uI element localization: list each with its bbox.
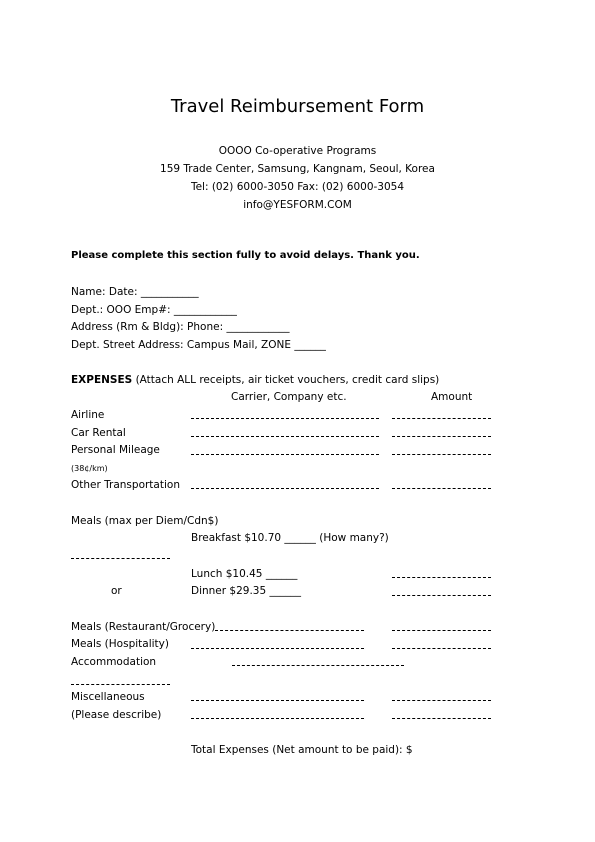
- miscellaneous-label: Miscellaneous: [71, 691, 145, 703]
- meals-heading: Meals (max per Diem/Cdn$): [71, 515, 219, 527]
- please-describe-label: (Please describe): [71, 709, 162, 721]
- miscellaneous-carrier-field[interactable]: [191, 700, 364, 701]
- meals-restaurant-label: Meals (Restaurant/Grocery): [71, 621, 216, 633]
- name-date-field[interactable]: Name: Date: ___________: [71, 286, 199, 298]
- miscellaneous-amount-field[interactable]: [392, 700, 491, 701]
- personal-mileage-label: Personal Mileage: [71, 444, 160, 456]
- total-expenses-label: Total Expenses (Net amount to be paid): $: [191, 744, 413, 756]
- dept-street-field[interactable]: Dept. Street Address: Campus Mail, ZONE ______: [71, 339, 326, 351]
- other-transport-label: Other Transportation: [71, 479, 180, 491]
- form-title: Travel Reimbursement Form: [170, 96, 425, 117]
- org-name: OOOO Co-operative Programs: [218, 145, 377, 157]
- breakfast-field[interactable]: Breakfast $10.70 ______ (How many?): [191, 532, 389, 544]
- mileage-rate-label: (38¢/km): [71, 464, 108, 473]
- org-email: info@YESFORM.COM: [243, 199, 352, 211]
- accommodation-label: Accommodation: [71, 656, 157, 668]
- meals-restaurant-carrier-field[interactable]: [215, 630, 364, 631]
- car-rental-carrier-field[interactable]: [191, 436, 379, 437]
- column-carrier: Carrier, Company etc.: [231, 391, 347, 403]
- org-address: 159 Trade Center, Samsung, Kangnam, Seoul, Korea: [160, 163, 435, 175]
- other-transport-carrier-field[interactable]: [191, 488, 379, 489]
- accommodation-amount-field[interactable]: [71, 684, 170, 685]
- meals-hospitality-carrier-field[interactable]: [191, 648, 364, 649]
- airline-amount-field[interactable]: [392, 418, 491, 419]
- address-phone-field[interactable]: Address (Rm & Bldg): Phone: ____________: [71, 321, 290, 333]
- dinner-field[interactable]: Dinner $29.35 ______: [191, 585, 302, 597]
- accommodation-carrier-field[interactable]: [232, 665, 404, 666]
- car-rental-amount-field[interactable]: [392, 436, 491, 437]
- other-transport-amount-field[interactable]: [392, 488, 491, 489]
- breakfast-amount-field[interactable]: [71, 558, 170, 559]
- meals-hospitality-label: Meals (Hospitality): [71, 638, 169, 650]
- org-phone-fax: Tel: (02) 6000-3050 Fax: (02) 6000-3054: [190, 181, 405, 193]
- lunch-field[interactable]: Lunch $10.45 ______: [191, 568, 298, 580]
- describe-carrier-field[interactable]: [191, 718, 364, 719]
- meals-restaurant-amount-field[interactable]: [392, 630, 491, 631]
- personal-mileage-amount-field[interactable]: [392, 454, 491, 455]
- expenses-heading: EXPENSES: [71, 374, 133, 386]
- airline-carrier-field[interactable]: [191, 418, 379, 419]
- airline-label: Airline: [71, 409, 105, 421]
- instruction-text: Please complete this section fully to avoid delays. Thank you.: [71, 250, 420, 261]
- or-label: or: [111, 585, 122, 597]
- personal-mileage-carrier-field[interactable]: [191, 454, 379, 455]
- lunch-amount-field[interactable]: [392, 577, 491, 578]
- dept-emp-field[interactable]: Dept.: OOO Emp#: ____________: [71, 304, 237, 316]
- expenses-header: [71, 373, 439, 387]
- expenses-heading-note: (Attach ALL receipts, air ticket vouchers, credit card slips): [135, 374, 440, 386]
- column-amount: Amount: [431, 391, 473, 403]
- dinner-amount-field[interactable]: [392, 595, 491, 596]
- car-rental-label: Car Rental: [71, 427, 126, 439]
- meals-hospitality-amount-field[interactable]: [392, 648, 491, 649]
- describe-amount-field[interactable]: [392, 718, 491, 719]
